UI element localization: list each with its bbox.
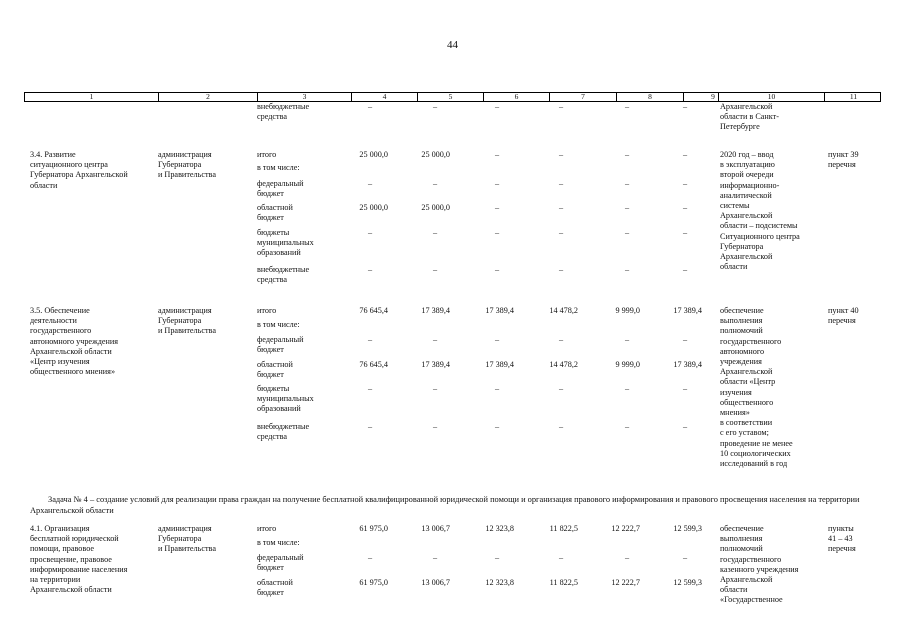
row-3-4-municipal-c9: – (682, 228, 688, 237)
col-header-2: 2 (158, 93, 257, 101)
row-3-5-result: обеспечение выполнения полномочий государственного автономного учреждения Архангельской области «Центр изучения общественного мнения» в соответствии с его уставом; проведение не менее 10 социологических исследований в год (720, 306, 793, 469)
row-3-5-total-c6: 17 389,4 (485, 306, 514, 315)
cont-value-5: – (624, 102, 630, 111)
row-4-1-regional-c7: 11 822,5 (549, 578, 578, 587)
row-3-5-extra-c7: – (558, 422, 564, 431)
row-3-4-result: 2020 год – ввод в эксплуатацию второй очереди информационно- аналитической системы Архангельской области – подсистемы Ситуационного центра Губернатора Архангельской области (720, 150, 800, 272)
row-4-1-result: обеспечение выполнения полномочий государственного казенного учреждения Архангельской области «Государственное (720, 524, 799, 605)
cont-source: внебюджетные средства (257, 102, 310, 122)
row-3-5-regional-c6: 17 389,4 (485, 360, 514, 369)
row-3-4-total-c6: – (494, 150, 500, 159)
row-3-4-source-federal: федеральный бюджет (257, 179, 304, 199)
row-3-4-federal-c6: – (494, 179, 500, 188)
row-3-5-extra-c9: – (682, 422, 688, 431)
row-3-4-reference: пункт 39 перечня (828, 150, 859, 170)
row-3-4-federal-c8: – (624, 179, 630, 188)
row-3-5-total-c4: 76 645,4 (359, 306, 388, 315)
row-3-5-source-federal: федеральный бюджет (257, 335, 304, 355)
col-header-11: 11 (824, 93, 882, 101)
row-3-5-total-c8: 9 999,0 (615, 306, 640, 315)
row-3-5-federal-c6: – (494, 335, 500, 344)
row-3-5-source-regional: областной бюджет (257, 360, 293, 380)
row-3-4-regional-c8: – (624, 203, 630, 212)
row-3-4-municipal-c8: – (624, 228, 630, 237)
col-header-7: 7 (549, 93, 616, 101)
row-4-1-regional-c6: 12 323,8 (485, 578, 514, 587)
cont-value-1: – (367, 102, 373, 111)
row-3-4-federal-c4: – (367, 179, 373, 188)
row-3-4-regional-c9: – (682, 203, 688, 212)
row-3-5-regional-c7: 14 478,2 (549, 360, 578, 369)
row-4-1-total-c8: 12 222,7 (611, 524, 640, 533)
row-3-4-total-c7: – (558, 150, 564, 159)
row-3-4-regional-c6: – (494, 203, 500, 212)
row-3-5-federal-c4: – (367, 335, 373, 344)
row-3-4-extra-c4: – (367, 265, 373, 274)
row-4-1-federal-c7: – (558, 553, 564, 562)
row-3-4-regional-c5: 25 000,0 (421, 203, 450, 212)
row-3-4-municipal-c7: – (558, 228, 564, 237)
row-3-4-regional-c7: – (558, 203, 564, 212)
row-3-5-regional-c5: 17 389,4 (421, 360, 450, 369)
row-4-1-regional-c5: 13 006,7 (421, 578, 450, 587)
row-3-5-federal-c5: – (432, 335, 438, 344)
row-3-5-executor: администрация Губернатора и Правительства (158, 306, 216, 336)
row-4-1-regional-c9: 12 599,3 (673, 578, 702, 587)
row-3-4-municipal-c6: – (494, 228, 500, 237)
col-header-4: 4 (351, 93, 417, 101)
col-header-9: 9 (683, 93, 742, 101)
cont-result: Архангельской области в Санкт- Петербурге (720, 102, 779, 132)
row-3-4-federal-c7: – (558, 179, 564, 188)
row-3-4-regional-c4: 25 000,0 (359, 203, 388, 212)
cont-value-4: – (558, 102, 564, 111)
col-header-5: 5 (417, 93, 483, 101)
row-4-1-source-regional: областной бюджет (257, 578, 293, 598)
row-4-1-federal-c5: – (432, 553, 438, 562)
row-3-4-name: 3.4. Развитие ситуационного центра Губернатора Архангельской области (30, 150, 128, 190)
row-4-1-executor: администрация Губернатора и Правительства (158, 524, 216, 554)
row-4-1-source-incl: в том числе: (257, 538, 300, 547)
row-4-1-federal-c9: – (682, 553, 688, 562)
row-3-5-source-incl: в том числе: (257, 320, 300, 329)
row-4-1-total-c7: 11 822,5 (549, 524, 578, 533)
col-header-6: 6 (483, 93, 549, 101)
row-3-4-extra-c6: – (494, 265, 500, 274)
row-3-5-municipal-c5: – (432, 384, 438, 393)
row-3-5-municipal-c7: – (558, 384, 564, 393)
row-3-5-reference: пункт 40 перечня (828, 306, 859, 326)
row-3-4-total-c8: – (624, 150, 630, 159)
row-3-5-extra-c6: – (494, 422, 500, 431)
row-3-4-source-regional: областной бюджет (257, 203, 293, 223)
row-3-4-extra-c8: – (624, 265, 630, 274)
row-4-1-total-c6: 12 323,8 (485, 524, 514, 533)
row-3-4-municipal-c5: – (432, 228, 438, 237)
row-3-5-source-total: итого (257, 306, 277, 315)
row-3-5-source-extra: внебюджетные средства (257, 422, 310, 442)
row-4-1-total-c9: 12 599,3 (673, 524, 702, 533)
row-4-1-source-total: итого (257, 524, 277, 533)
row-4-1-total-c4: 61 975,0 (359, 524, 388, 533)
row-3-5-federal-c9: – (682, 335, 688, 344)
row-3-4-federal-c9: – (682, 179, 688, 188)
row-3-4-source-incl: в том числе: (257, 163, 300, 172)
row-3-4-municipal-c4: – (367, 228, 373, 237)
cont-value-6: – (682, 102, 688, 111)
row-4-1-federal-c6: – (494, 553, 500, 562)
task-4-heading: Задача № 4 – создание условий для реализации права граждан на получение бесплатной квалифицированной юридической помощи и организация правового информирования и правового просвещения населения на территории Архангельской области (30, 495, 860, 515)
row-3-5-municipal-c6: – (494, 384, 500, 393)
row-3-5-source-municipal: бюджеты муниципальных образований (257, 384, 314, 414)
row-3-4-extra-c7: – (558, 265, 564, 274)
row-3-5-federal-c7: – (558, 335, 564, 344)
row-3-5-municipal-c8: – (624, 384, 630, 393)
cont-value-3: – (494, 102, 500, 111)
row-4-1-regional-c4: 61 975,0 (359, 578, 388, 587)
cont-value-2: – (432, 102, 438, 111)
row-3-4-executor: администрация Губернатора и Правительства (158, 150, 216, 180)
col-header-1: 1 (89, 92, 94, 101)
row-3-4-source-total: итого (257, 150, 277, 159)
row-3-5-regional-c8: 9 999,0 (615, 360, 640, 369)
row-3-5-regional-c9: 17 389,4 (673, 360, 702, 369)
row-3-4-federal-c5: – (432, 179, 438, 188)
row-3-5-extra-c5: – (432, 422, 438, 431)
row-3-5-total-c9: 17 389,4 (673, 306, 702, 315)
row-4-1-reference: пункты 41 – 43 перечня (828, 524, 856, 554)
row-3-4-source-extra: внебюджетные средства (257, 265, 310, 285)
row-3-5-extra-c8: – (624, 422, 630, 431)
page-number: 44 (447, 39, 458, 51)
col-header-3: 3 (257, 93, 351, 101)
row-4-1-source-federal: федеральный бюджет (257, 553, 304, 573)
row-3-4-extra-c9: – (682, 265, 688, 274)
row-3-5-extra-c4: – (367, 422, 373, 431)
row-3-4-total-c4: 25 000,0 (359, 150, 388, 159)
row-3-4-source-municipal: бюджеты муниципальных образований (257, 228, 314, 258)
row-3-5-name: 3.5. Обеспечение деятельности государственного автономного учреждения Архангельской области «Центр изучения общественного мнения» (30, 306, 119, 377)
row-3-5-municipal-c9: – (682, 384, 688, 393)
row-4-1-federal-c4: – (367, 553, 373, 562)
row-3-4-extra-c5: – (432, 265, 438, 274)
col-header-8: 8 (616, 93, 683, 101)
row-4-1-federal-c8: – (624, 553, 630, 562)
row-3-4-total-c5: 25 000,0 (421, 150, 450, 159)
row-3-4-total-c9: – (682, 150, 688, 159)
row-4-1-name: 4.1. Организация бесплатной юридической помощи, правовое просвещение, правовое информирование населения на территории Архангельской области (30, 524, 128, 595)
row-3-5-municipal-c4: – (367, 384, 373, 393)
row-3-5-total-c5: 17 389,4 (421, 306, 450, 315)
col-header-10: 10 (718, 93, 824, 101)
row-4-1-regional-c8: 12 222,7 (611, 578, 640, 587)
column-number-header (24, 92, 881, 102)
row-4-1-total-c5: 13 006,7 (421, 524, 450, 533)
row-3-5-federal-c8: – (624, 335, 630, 344)
row-3-5-regional-c4: 76 645,4 (359, 360, 388, 369)
row-3-5-total-c7: 14 478,2 (549, 306, 578, 315)
